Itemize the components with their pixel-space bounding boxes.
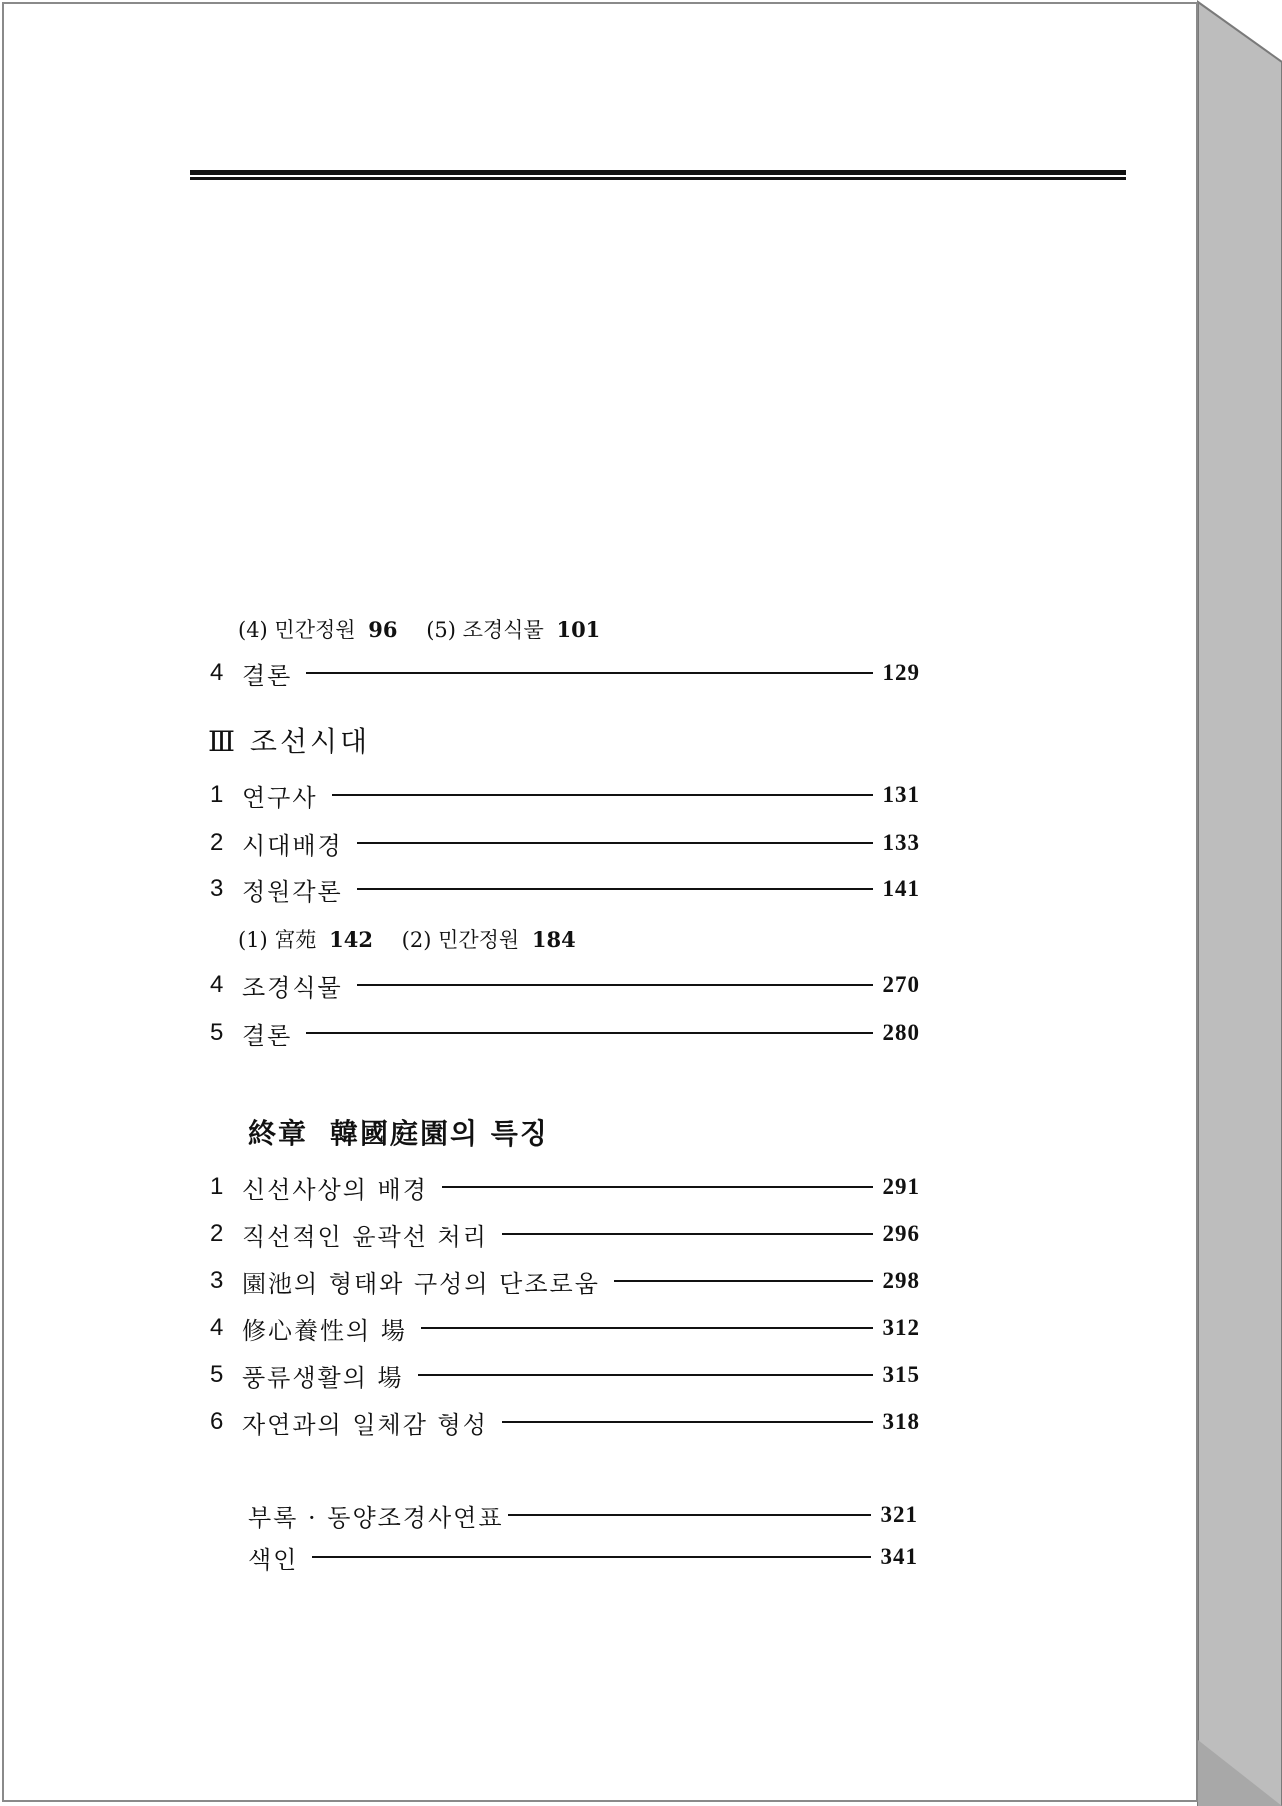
entry-title: 결론 <box>242 661 293 690</box>
entry-title: 시대배경 <box>242 831 343 860</box>
subentry-page: 96 <box>368 617 398 642</box>
dot-leader <box>614 1280 873 1282</box>
entry-title: 연구사 <box>242 783 318 812</box>
entry-page: 280 <box>882 1020 920 1045</box>
toc-entry[interactable] <box>210 1266 920 1296</box>
toc-entry[interactable] <box>210 1360 920 1390</box>
subentry-page: 184 <box>531 927 576 952</box>
entry-number: 6 <box>210 1408 224 1435</box>
dot-leader <box>508 1514 871 1516</box>
subentry-line <box>238 614 622 644</box>
entry-page: 296 <box>882 1221 920 1246</box>
entry-page: 312 <box>882 1315 920 1340</box>
subentry-line <box>238 924 598 954</box>
entry-page: 318 <box>882 1409 920 1434</box>
entry-page: 131 <box>882 782 920 807</box>
toc-entry[interactable] <box>210 1313 920 1343</box>
entry-number: 4 <box>210 659 224 686</box>
dot-leader <box>357 842 873 844</box>
dot-leader <box>306 1032 872 1034</box>
dot-leader <box>502 1421 873 1423</box>
appendix-title: 부록 · 동양조경사연표 <box>248 1503 504 1532</box>
dot-leader <box>418 1374 873 1376</box>
dot-leader <box>421 1327 873 1329</box>
appendix-page: 321 <box>880 1502 918 1527</box>
entry-title: 정원각론 <box>242 877 343 906</box>
final-chapter-heading[interactable] <box>248 1112 571 1152</box>
subentry-label: (4) 민간정원 <box>238 618 356 642</box>
dot-leader <box>312 1556 870 1558</box>
entry-page: 298 <box>882 1268 920 1293</box>
dot-leader <box>357 984 873 986</box>
subentry-label: (5) 조경식물 <box>426 618 544 642</box>
entry-title: 園池의 형태와 구성의 단조로움 <box>242 1269 600 1298</box>
toc-entry[interactable] <box>210 874 920 904</box>
entry-page: 133 <box>882 830 920 855</box>
entry-title: 조경식물 <box>242 973 343 1002</box>
entry-title: 풍류생활의 場 <box>242 1363 404 1392</box>
section-heading[interactable]: Ⅲ 조선시대 <box>208 725 371 758</box>
entry-title: 자연과의 일체감 형성 <box>242 1410 488 1439</box>
dot-leader <box>502 1233 873 1235</box>
entry-number: 4 <box>210 1314 224 1341</box>
entry-page: 141 <box>882 876 920 901</box>
entry-title: 직선적인 윤곽선 처리 <box>242 1222 488 1251</box>
final-chapter-label: 終章 <box>248 1117 309 1150</box>
entry-number: 2 <box>210 1220 224 1247</box>
entry-title: 결론 <box>242 1021 293 1050</box>
dot-leader <box>332 794 873 796</box>
entry-page: 129 <box>882 660 920 685</box>
subentry-page: 101 <box>556 617 601 642</box>
entry-number: 3 <box>210 875 224 902</box>
entry-title: 신선사상의 배경 <box>242 1175 428 1204</box>
dot-leader <box>442 1186 873 1188</box>
header-double-rule <box>190 170 1126 180</box>
entry-number: 1 <box>210 781 224 808</box>
toc-entry[interactable] <box>210 780 920 810</box>
index-entry[interactable] <box>248 1542 918 1572</box>
final-chapter-title: 韓國庭園의 특징 <box>330 1117 549 1150</box>
entry-number: 5 <box>210 1019 224 1046</box>
toc-entry[interactable] <box>210 1018 920 1048</box>
subentry-label: (1) 宮苑 <box>238 928 317 952</box>
appendix-entry[interactable] <box>248 1500 918 1530</box>
toc-entry[interactable] <box>210 970 920 1000</box>
toc-entry[interactable] <box>210 658 920 688</box>
entry-page: 270 <box>882 972 920 997</box>
entry-number: 5 <box>210 1361 224 1388</box>
dot-leader <box>357 888 873 890</box>
toc-entry[interactable] <box>210 1407 920 1437</box>
subentry-page: 142 <box>329 927 373 952</box>
toc-entry[interactable] <box>210 1172 920 1202</box>
entry-number: 1 <box>210 1173 224 1200</box>
entry-number: 2 <box>210 829 224 856</box>
index-title: 색인 <box>248 1545 299 1574</box>
toc-entry[interactable] <box>210 1219 920 1249</box>
toc-entry[interactable] <box>210 828 920 858</box>
subentry-label: (2) 민간정원 <box>401 928 520 952</box>
entry-number: 3 <box>210 1267 224 1294</box>
entry-page: 291 <box>882 1174 920 1199</box>
index-page: 341 <box>880 1544 918 1569</box>
entry-page: 315 <box>882 1362 920 1387</box>
entry-number: 4 <box>210 971 224 998</box>
entry-title: 修心養性의 場 <box>242 1316 407 1345</box>
dot-leader <box>306 672 872 674</box>
